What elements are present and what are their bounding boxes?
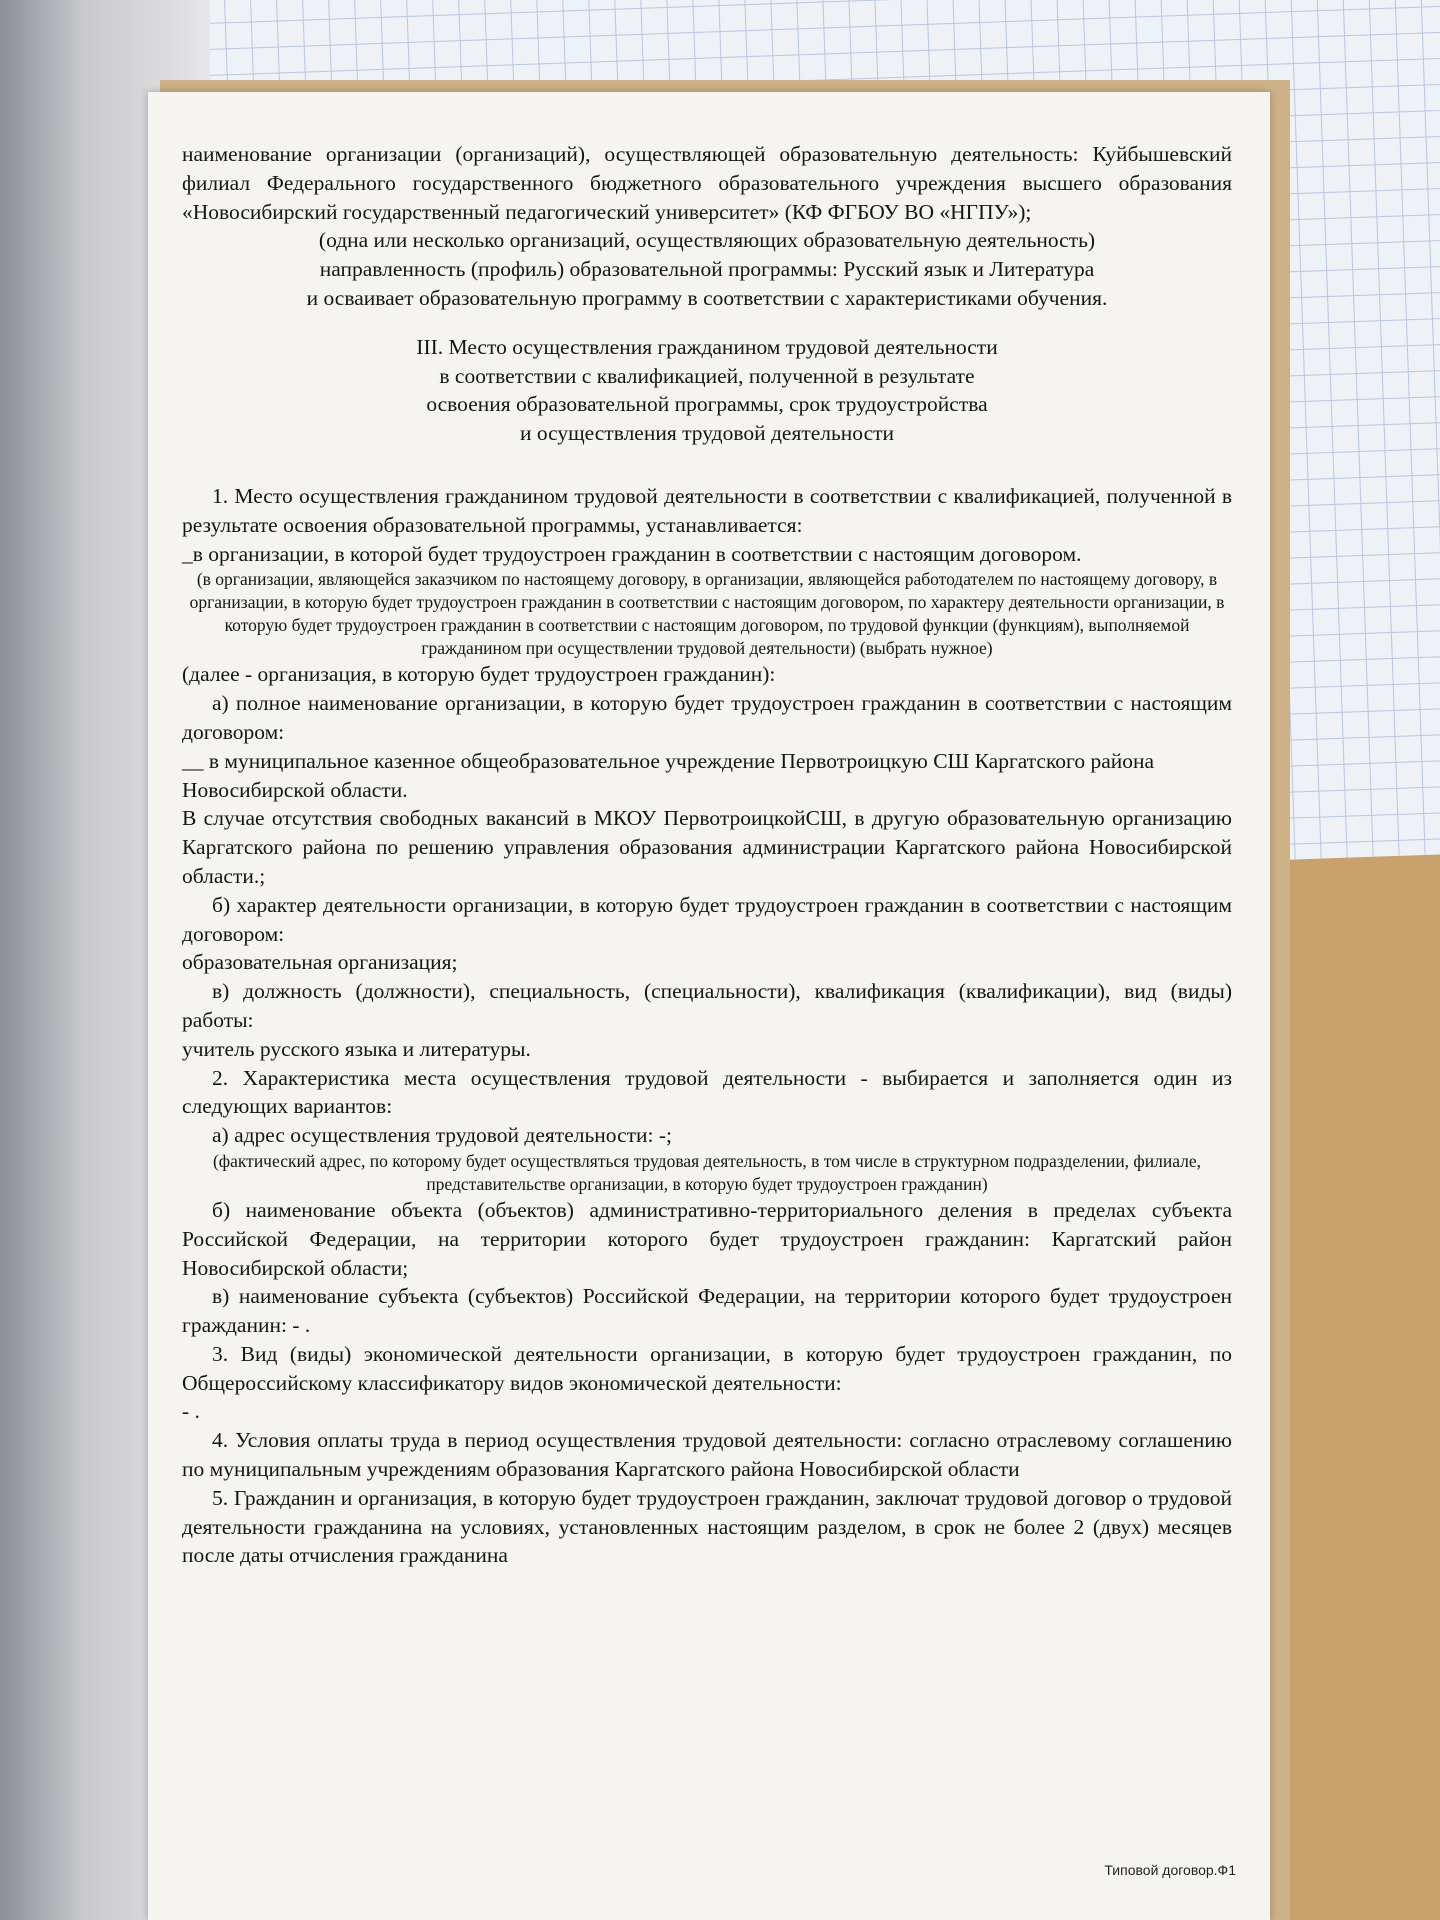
document-page: [148, 92, 1270, 1920]
clause-1a-extra: В случае отсутствия свободных вакансий в МКОУ ПервотроицкойСШ, в другую образовательную организацию Каргатского района по решению управления образования администрации Каргатского района Новосибирской области.;: [182, 806, 1232, 888]
program-characteristics: и осваивает образовательную программу в соответствии с характеристиками обучения.: [306, 285, 1108, 310]
clause-4: 4. Условия оплаты труда в период осуществления трудовой деятельности: согласно отраслевому соглашению по муниципальным учреждениям образования Каргатского района Новосибирской области: [182, 1428, 1232, 1482]
page-footer: Типовой договор.Ф1: [1104, 1862, 1236, 1878]
clause-3: 3. Вид (виды) экономической деятельности организации, в которую будет трудоустроен гражданин, по Общероссийскому классификатору видов экономической деятельности:: [182, 1341, 1232, 1395]
clause-1-after: (далее - организация, в которую будет трудоустроен гражданин):: [182, 662, 776, 687]
clause-2: 2. Характеристика места осуществления трудовой деятельности - выбирается и заполняется один из следующих вариантов:: [182, 1065, 1232, 1119]
clause-1a-value: __ в муниципальное казенное общеобразовательное учреждение Первотроицкую СШ Каргатского района Новосибирской области.: [182, 748, 1155, 802]
clause-1b: б) характер деятельности организации, в которую будет трудоустроен гражданин в соответствии с настоящим договором:: [182, 892, 1232, 946]
clause-1b-value: образовательная организация;: [182, 950, 458, 975]
intro-paragraph: наименование организации (организаций), осуществляющей образовательную деятельность: Куйбышевский филиал Федерального государственного бюджетного образовательного учреждения высшего образования «Новосибирский государственный педагогический университет» (КФ ФГБОУ ВО «НГПУ»);: [182, 142, 1232, 224]
clause-2a: а) адрес осуществления трудовой деятельности: -;: [212, 1123, 672, 1148]
section-heading-line: III. Место осуществления гражданином трудовой деятельности: [416, 334, 998, 359]
intro-note: (одна или несколько организаций, осуществляющих образовательную деятельность): [318, 228, 1096, 253]
clause-5: 5. Гражданин и организация, в которую будет трудоустроен гражданин, заключат трудовой договор о трудовой деятельности гражданина на условиях, установленных настоящим разделом, в срок не более 2 (двух) месяцев после даты отчисления гражданина: [182, 1485, 1232, 1568]
clause-1a: а) полное наименование организации, в которую будет трудоустроен гражданин в соответствии с настоящим договором:: [182, 691, 1232, 744]
section-heading-line: и осуществления трудовой деятельности: [519, 421, 895, 446]
section-heading-line: в соответствии с квалификацией, полученной в результате: [439, 363, 975, 388]
clause-3-value: - .: [182, 1399, 200, 1424]
clause-2a-note: (фактический адрес, по которому будет осуществляться трудовая деятельность, в том числе в структурном подразделении, филиале, представительстве организации, в которую будет трудоустроен гражданин): [212, 1150, 1202, 1194]
clause-1-value: _в организации, в которой будет трудоустроен гражданин в соответствии с настоящим договором.: [182, 541, 1082, 566]
program-profile: направленность (профиль) образовательной программы: Русский язык и Литература: [319, 257, 1095, 282]
clause-1: 1. Место осуществления гражданином трудовой деятельности в соответствии с квалификацией, полученной в результате освоения образовательной программы, устанавливается:: [182, 483, 1232, 537]
clause-1c: в) должность (должности), специальность, (специальности), квалификация (квалификации), вид (виды) работы:: [182, 979, 1232, 1032]
section-heading-line: освоения образовательной программы, срок трудоустройства: [426, 392, 988, 417]
clause-1c-value: учитель русского языка и литературы.: [182, 1036, 531, 1061]
document-body: [182, 140, 1232, 1570]
clause-2b: б) наименование объекта (объектов) административно-территориального деления в пределах субъекта Российской Федерации, на территории которого будет трудоустроен гражданин: Каргатский район Новосибирской области;: [182, 1197, 1232, 1280]
clause-1-note: (в организации, являющейся заказчиком по настоящему договору, в организации, являющейся работодателем по настоящему договору, в организации, в которую будет трудоустроен гражданин в соответствии с настоящим договором, по характеру деятельности организации, в которую будет трудоустроен гражданин в соответствии с настоящим договором, по трудовой функции (функциям), выполняемой гражданином при осуществлении трудовой деятельности) (выбрать нужное): [189, 569, 1225, 659]
section-heading: [182, 333, 1232, 448]
clause-2c: в) наименование субъекта (субъектов) Российской Федерации, на территории которого будет трудоустроен гражданин: - .: [182, 1284, 1232, 1338]
